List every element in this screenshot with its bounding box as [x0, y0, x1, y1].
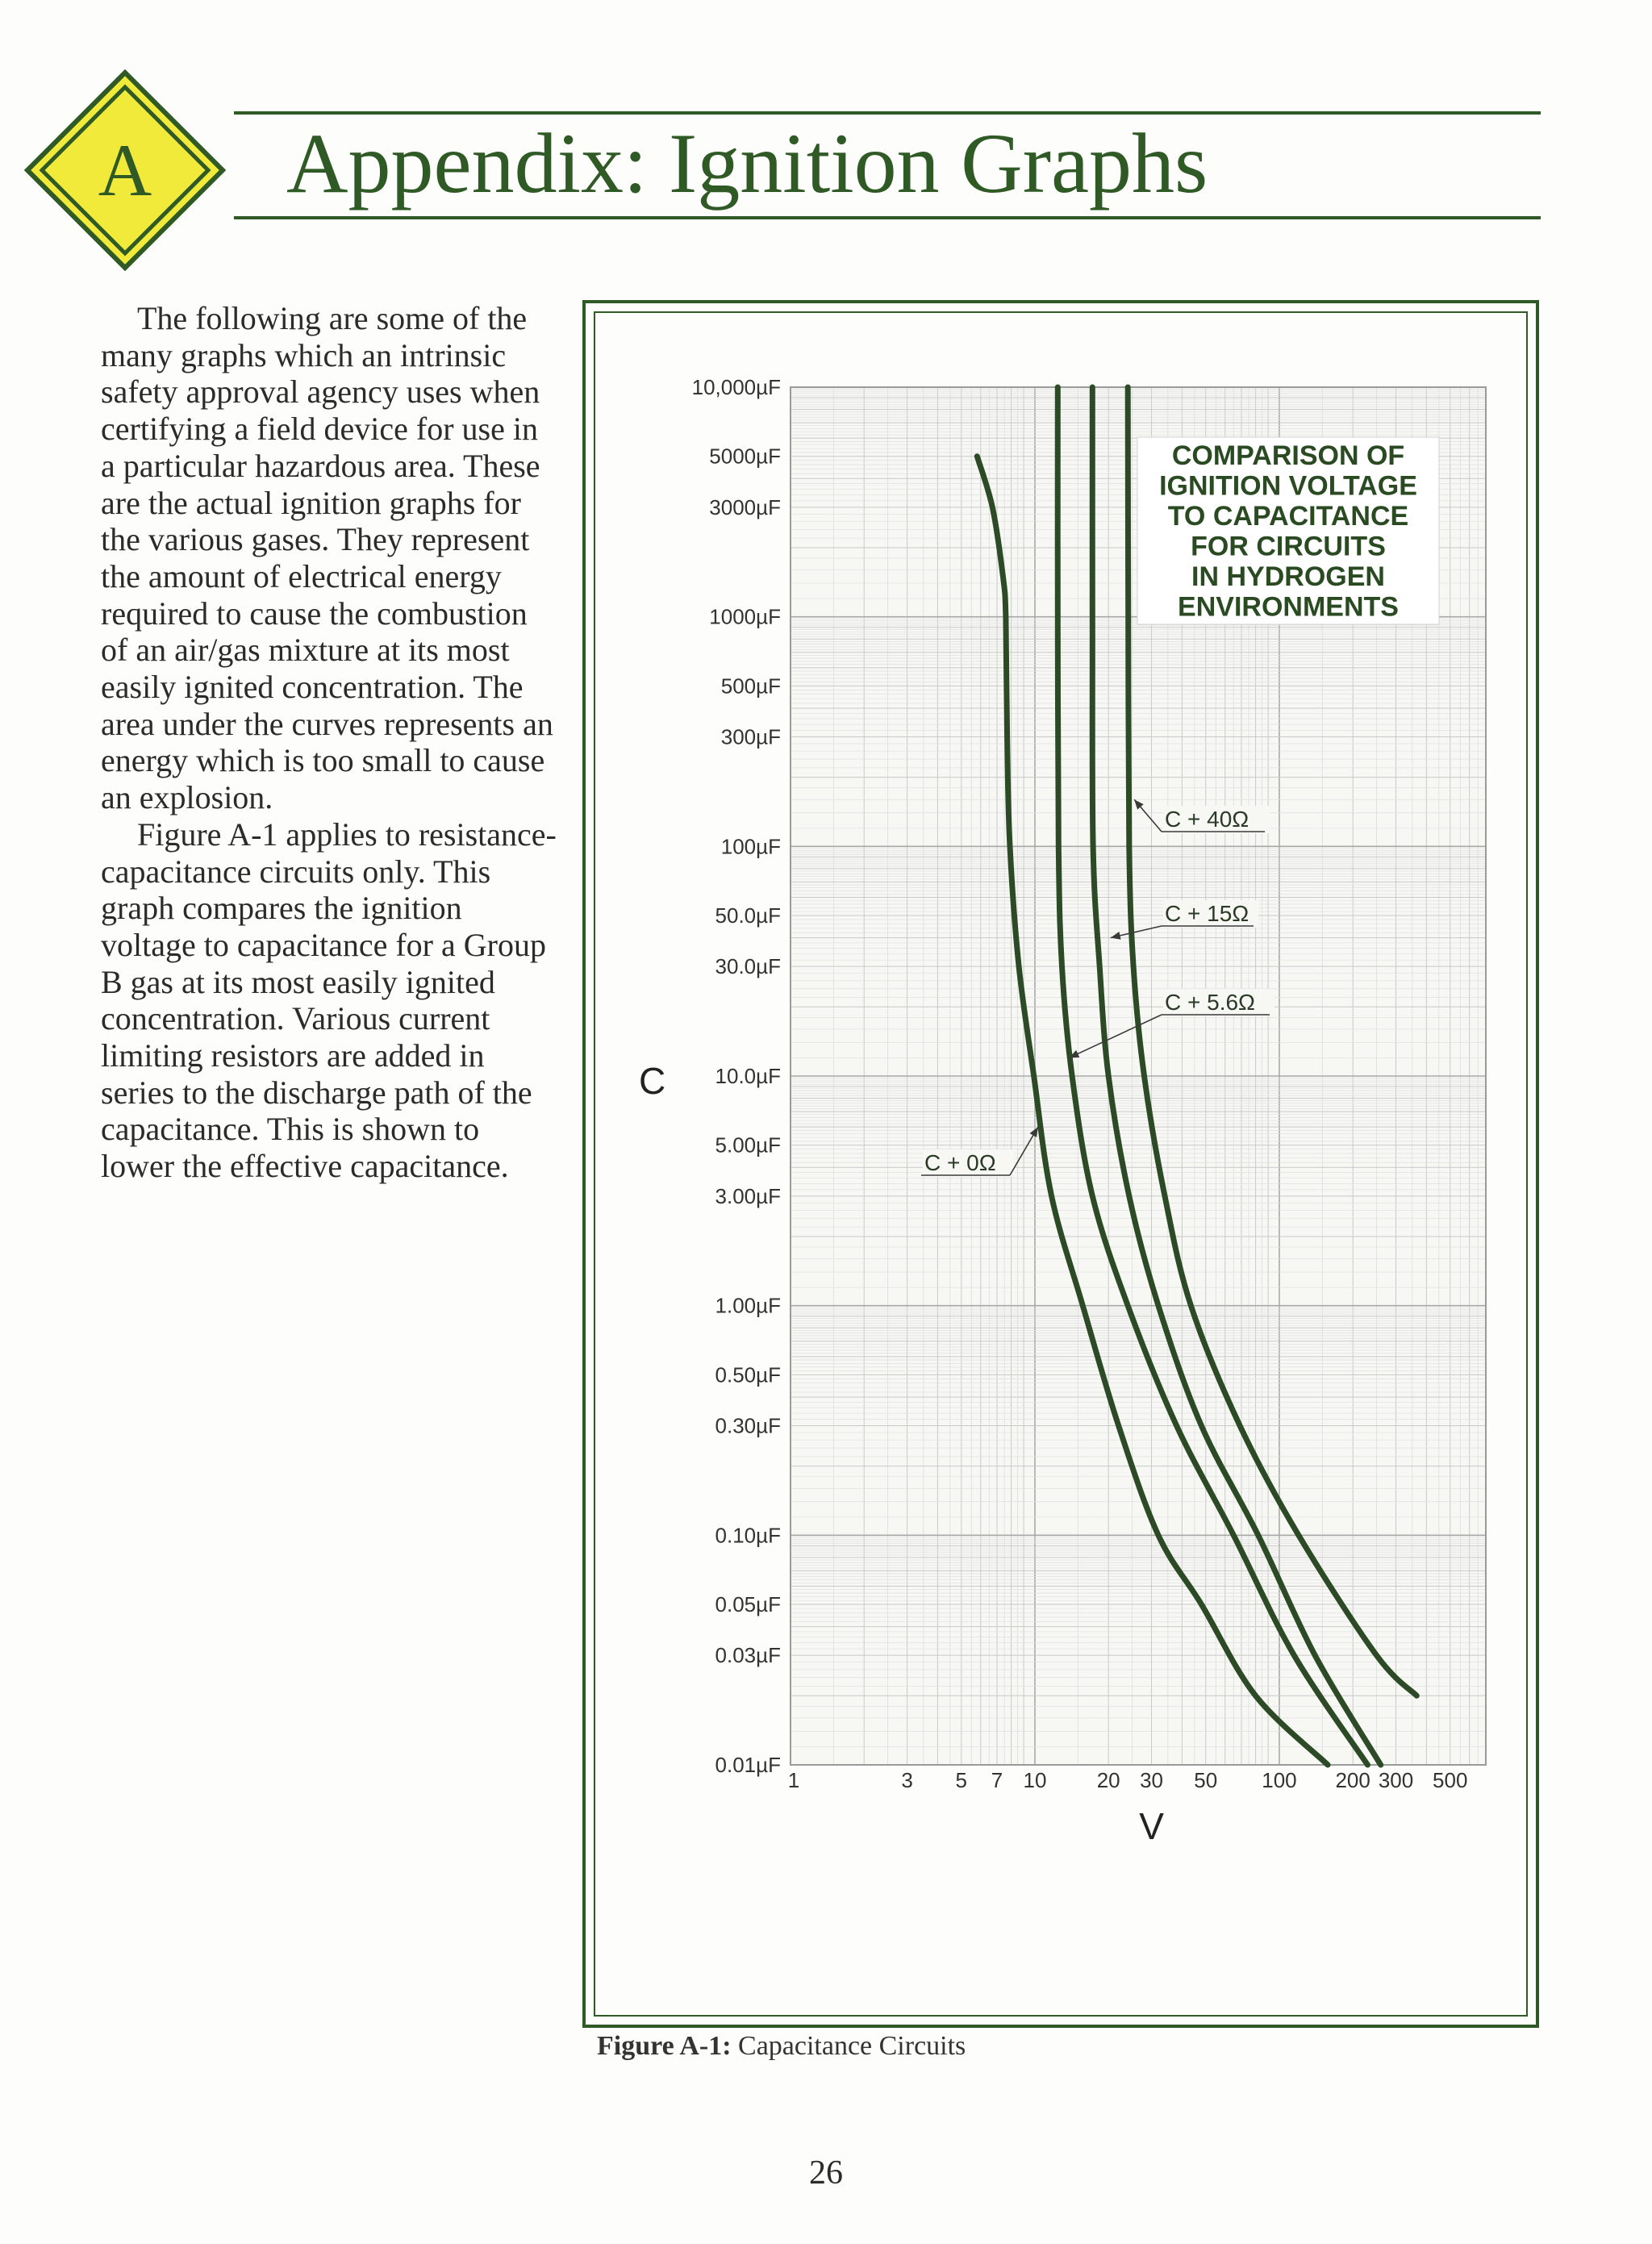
x-tick-label-5: 20 [1096, 1768, 1120, 1792]
y-tick-label-0: 10,000µF [691, 375, 781, 399]
chart-title-box [1137, 437, 1439, 624]
y-tick-label-6: 100µF [720, 834, 781, 859]
chart-title-line-5: ENVIRONMENTS [1178, 591, 1399, 623]
intro-paragraph-1: The following are some of the many graphs which an intrinsic safety approval agency uses when certifying a field device for use in a particular hazardous area. These are the actual ignition graphs for the various gases. They represent the amount of electrical energy required to cause the combustion of an air/gas mixture at its most easily ignited concentration. The area under the curves represents an energy which is too small to cause an explosion. [101, 300, 553, 816]
y-tick-label-2: 3000µF [709, 494, 781, 519]
y-tick-label-1: 5000µF [709, 444, 781, 469]
badge-letter: A [98, 129, 152, 211]
y-tick-label-7: 50.0µF [715, 903, 781, 928]
chart-title-line-4: IN HYDROGEN [1191, 561, 1385, 592]
x-tick-label-0: 1 [787, 1768, 800, 1792]
y-tick-label-13: 0.50µF [715, 1362, 781, 1387]
intro-text [101, 300, 557, 1185]
x-tick-label-7: 50 [1194, 1768, 1218, 1792]
x-axis-tick-labels [788, 1768, 1468, 1792]
header-rule-bottom [234, 216, 1541, 219]
x-tick-label-10: 300 [1378, 1768, 1414, 1792]
annotation-label: C + 0Ω [924, 1150, 996, 1175]
y-tick-label-15: 0.10µF [715, 1523, 781, 1548]
x-axis-label: V [1139, 1805, 1164, 1847]
x-tick-label-8: 100 [1262, 1768, 1297, 1792]
y-tick-label-4: 500µF [720, 674, 781, 699]
annotation-label: C + 40Ω [1165, 807, 1249, 832]
x-tick-label-1: 3 [901, 1768, 913, 1792]
y-tick-label-17: 0.03µF [715, 1643, 781, 1668]
figure-caption-text: Capacitance Circuits [738, 2031, 966, 2061]
x-tick-label-4: 10 [1023, 1768, 1047, 1792]
page-title: Appendix: Ignition Graphs [286, 116, 1208, 211]
chart-title-line-0: COMPARISON OF [1171, 440, 1405, 471]
y-tick-label-11: 3.00µF [715, 1183, 781, 1208]
ignition-chart [595, 313, 1526, 2015]
y-axis-label: C [639, 1060, 666, 1102]
figure-caption [597, 2031, 966, 2062]
x-tick-label-6: 30 [1140, 1768, 1163, 1792]
intro-paragraph-2: Figure A-1 applies to resistance-capacitance circuits only. This graph compares the ignition voltage to capacitance for a Group B gas at its most easily ignited concentration. Various current limiting resistors are added in series to the discharge path of the capacitance. This is shown to lower the effective capacitance. [101, 815, 557, 1185]
x-tick-label-2: 5 [955, 1768, 968, 1792]
chart-title-line-1: IGNITION VOLTAGE [1159, 470, 1417, 502]
figure-caption-label: Figure A-1: [597, 2031, 732, 2061]
y-tick-label-10: 5.00µF [715, 1132, 781, 1157]
x-tick-label-11: 500 [1433, 1768, 1468, 1792]
y-tick-label-18: 0.01µF [715, 1753, 781, 1777]
y-axis-tick-labels [692, 375, 781, 1777]
y-tick-label-12: 1.00µF [715, 1293, 781, 1318]
annotation-label: C + 15Ω [1165, 901, 1249, 926]
x-tick-label-3: 7 [991, 1768, 1003, 1792]
y-tick-label-3: 1000µF [709, 604, 781, 629]
chart-title-line-3: FOR CIRCUITS [1191, 531, 1386, 562]
annotation-label: C + 5.6Ω [1165, 990, 1255, 1015]
x-tick-label-9: 200 [1335, 1768, 1370, 1792]
y-tick-label-8: 30.0µF [715, 954, 781, 979]
chart-title-line-2: TO CAPACITANCE [1167, 501, 1409, 532]
y-tick-label-9: 10.0µF [715, 1064, 781, 1088]
y-tick-label-14: 0.30µF [715, 1413, 781, 1438]
y-tick-label-5: 300µF [720, 724, 781, 749]
y-tick-label-16: 0.05µF [715, 1592, 781, 1617]
page-number: 26 [809, 2154, 843, 2192]
